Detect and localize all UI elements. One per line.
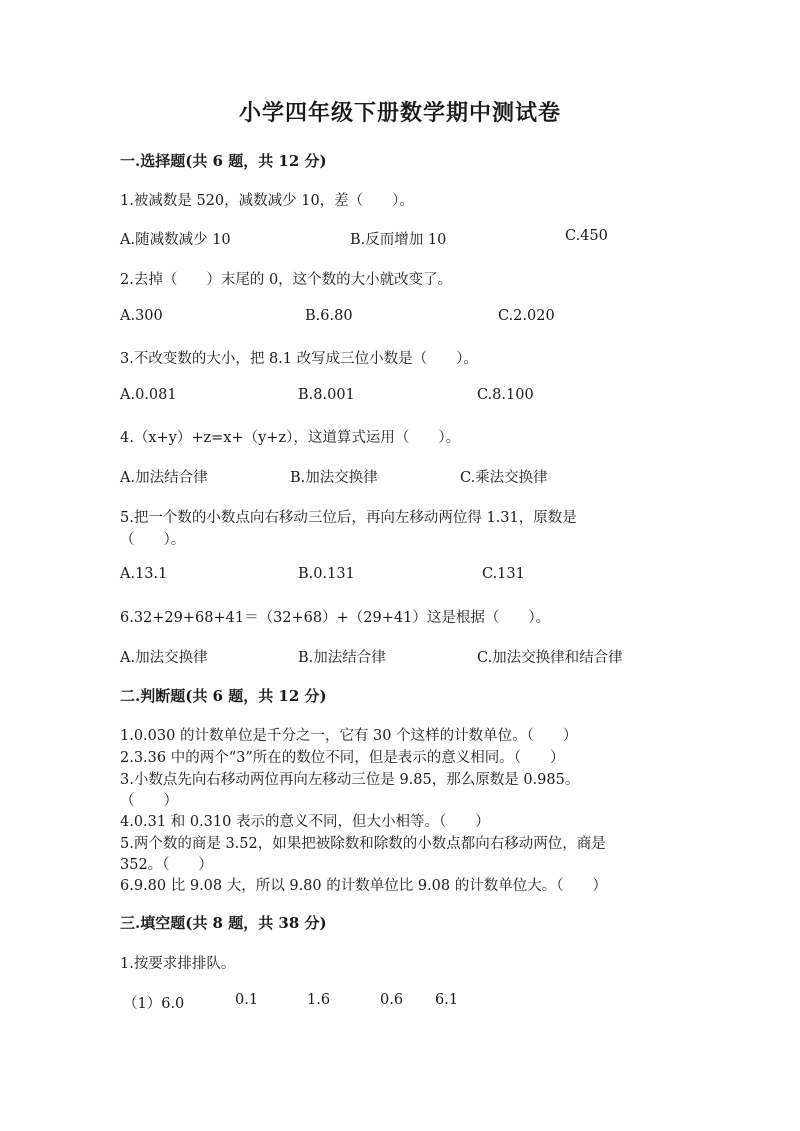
fill-question-1-item: 0.1 (235, 992, 259, 1008)
question-2-option-a: A.300 (120, 308, 163, 324)
fill-question-1-stem: 1.按要求排排队。 (120, 956, 236, 972)
section-heading-fill-in: 三.填空题(共 8 题，共 38 分) (120, 914, 327, 932)
question-6-option-a: A.加法交换律 (120, 650, 208, 666)
question-1-option-c: C.450 (565, 228, 608, 244)
judgement-line: 2.3.36 中的两个“3”所在的数位不同，但是表示的意义相同。（ ） (120, 750, 565, 766)
judgement-line: 3.小数点先向右移动两位再向左移动三位是 9.85，那么原数是 0.985。 (120, 772, 580, 788)
judgement-line: 6.9.80 比 9.08 大，所以 9.80 的计数单位比 9.08 的计数单位大。（ ） (120, 878, 607, 894)
question-5-option-b: B.0.131 (298, 566, 355, 582)
judgement-line: 352。（ ） (120, 857, 213, 873)
question-5-option-a: A.13.1 (120, 566, 168, 582)
question-2-option-b: B.6.80 (305, 308, 353, 324)
page-title: 小学四年级下册数学期中测试卷 (238, 100, 561, 126)
question-4-option-a: A.加法结合律 (120, 470, 208, 486)
question-2-stem: 2.去掉（ ）末尾的 0，这个数的大小就改变了。 (120, 272, 453, 288)
judgement-line: 5.两个数的商是 3.52，如果把被除数和除数的小数点都向右移动两位，商是 (120, 836, 606, 852)
question-6-stem: 6.32+29+68+41＝（32+68）+（29+41）这是根据（ ）。 (120, 610, 551, 626)
section-heading-judgement: 二.判断题(共 6 题，共 12 分) (120, 687, 327, 705)
section-heading-choice: 一.选择题(共 6 题，共 12 分) (120, 152, 327, 170)
question-6-option-c: C.加法交换律和结合律 (477, 650, 623, 666)
fill-question-1-item: 6.1 (435, 992, 459, 1008)
question-5-stem-continued: （ ）。 (120, 532, 186, 548)
question-3-option-b: B.8.001 (298, 387, 355, 403)
question-1-option-a: A.随减数减少 10 (120, 232, 231, 248)
judgement-line: 1.0.030 的计数单位是千分之一，它有 30 个这样的计数单位。（ ） (120, 728, 578, 744)
question-5-stem: 5.把一个数的小数点向右移动三位后，再向左移动两位得 1.31，原数是 (120, 510, 577, 526)
question-4-option-c: C.乘法交换律 (460, 470, 548, 486)
question-4-stem: 4.（x+y）+z=x+（y+z），这道算式运用（ ）。 (120, 430, 461, 446)
fill-question-1-item: 1.6 (307, 992, 331, 1008)
question-1-option-b: B.反而增加 10 (350, 232, 447, 248)
question-3-option-a: A.0.081 (120, 387, 177, 403)
question-4-option-b: B.加法交换律 (290, 470, 378, 486)
judgement-line: 4.0.31 和 0.310 表示的意义不同，但大小相等。（ ） (120, 814, 490, 830)
question-1-stem: 1.被减数是 520，减数减少 10，差（ ）。 (120, 193, 414, 209)
fill-question-1-item: 0.6 (380, 992, 404, 1008)
fill-question-1-item: （1）6.0 (123, 996, 185, 1012)
question-5-option-c: C.131 (482, 566, 525, 582)
question-2-option-c: C.2.020 (498, 308, 555, 324)
question-3-option-c: C.8.100 (477, 387, 534, 403)
question-6-option-b: B.加法结合律 (298, 650, 386, 666)
judgement-line: （ ） (120, 793, 178, 809)
question-3-stem: 3.不改变数的大小，把 8.1 改写成三位小数是（ ）。 (120, 351, 478, 367)
